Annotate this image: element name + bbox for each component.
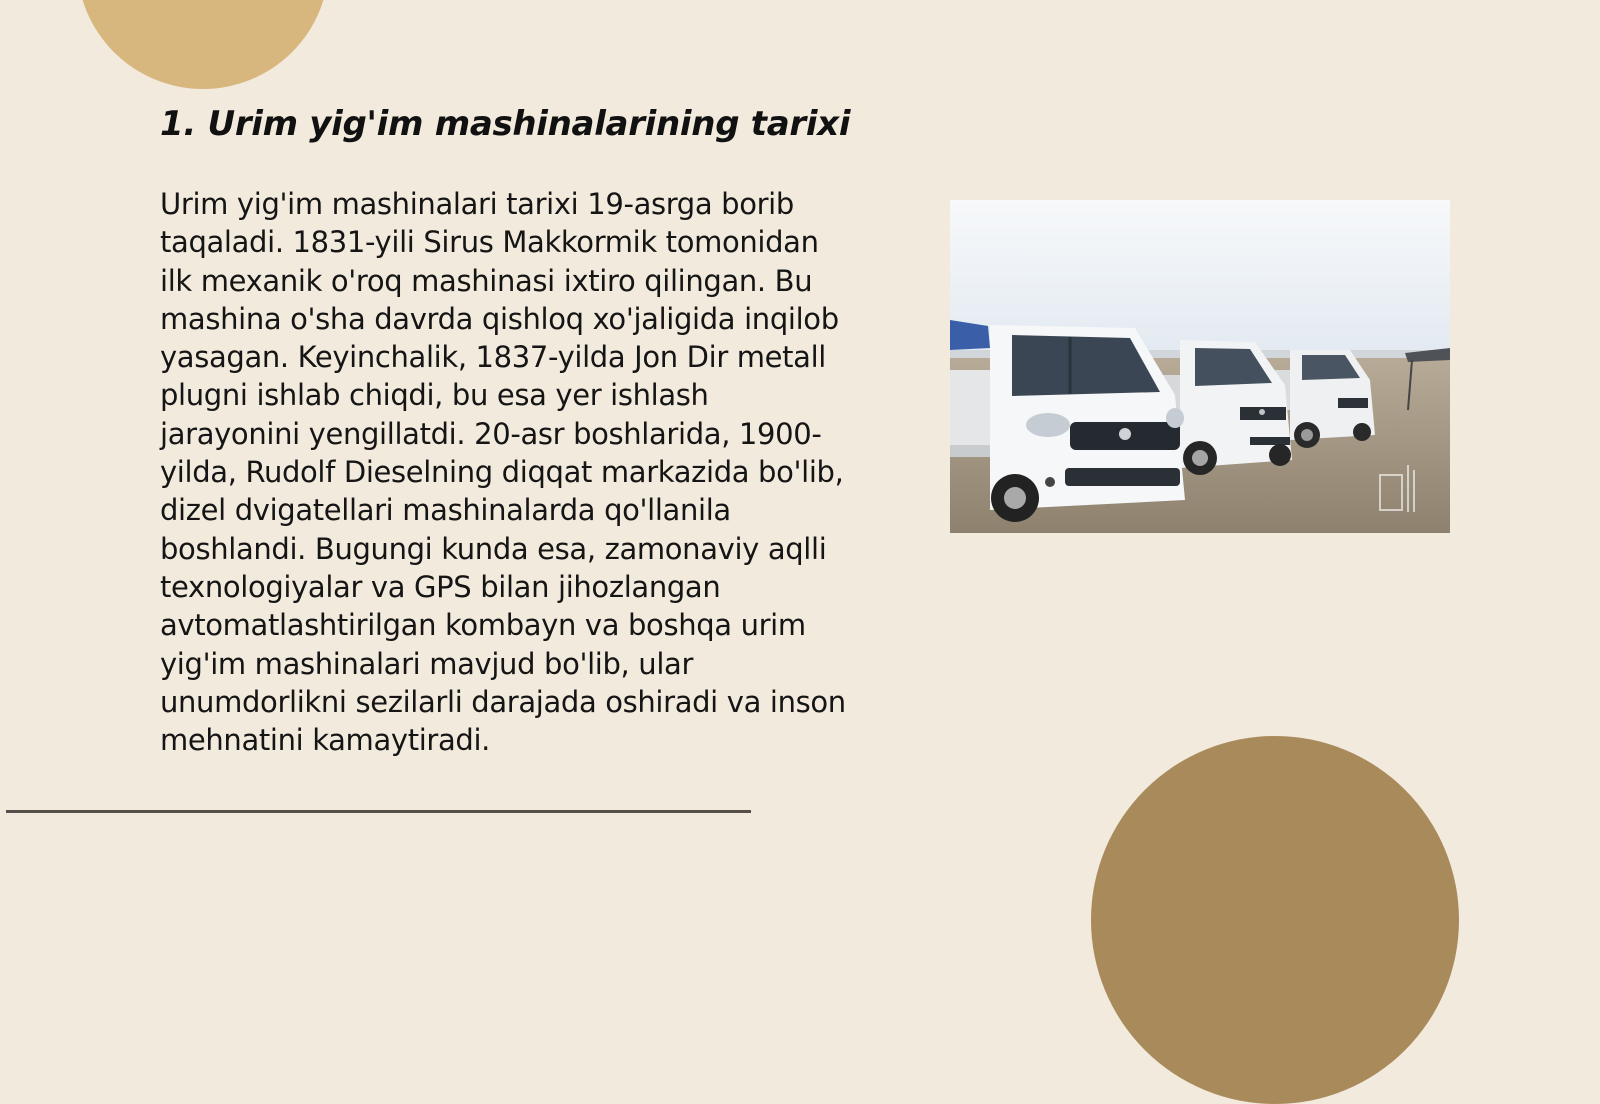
trucks-illustration bbox=[950, 200, 1450, 533]
divider-line bbox=[6, 810, 751, 813]
slide-title: 1. Urim yig'im mashinalarining tarixi bbox=[160, 104, 851, 144]
decorative-circle-bottom bbox=[1091, 736, 1459, 1104]
slide-body-text: Urim yig'im mashinalari tarixi 19-asrga borib taqaladi. 1831-yili Sirus Makkormik tomonidan ilk mexanik o'roq mashinasi ixtiro qilingan. Bu mashina o'sha davrda qishloq xo'jaligida inqilob yasagan. Keyinchalik, 1837-yilda Jon Dir metall plugni ishlab chiqdi, bu esa yer ishlash jarayonini yengillatdi. 20-asr boshlarida, 1900-yilda, Rudolf Dieselning diqqat markazida bo'lib, dizel dvigatellari mashinalarda qo'llanila boshlandi. Bugungi kunda esa, zamonaviy aqlli texnologiyalar va GPS bilan jihozlangan avtomatlashtirilgan kombayn va boshqa urim yig'im mashinalari mavjud bo'lib, ular unumdorlikni sezilarli darajada oshiradi va inson mehnatini kamaytiradi. bbox=[160, 187, 846, 758]
trucks-photo bbox=[950, 200, 1450, 533]
decorative-circle-top bbox=[77, 0, 329, 89]
